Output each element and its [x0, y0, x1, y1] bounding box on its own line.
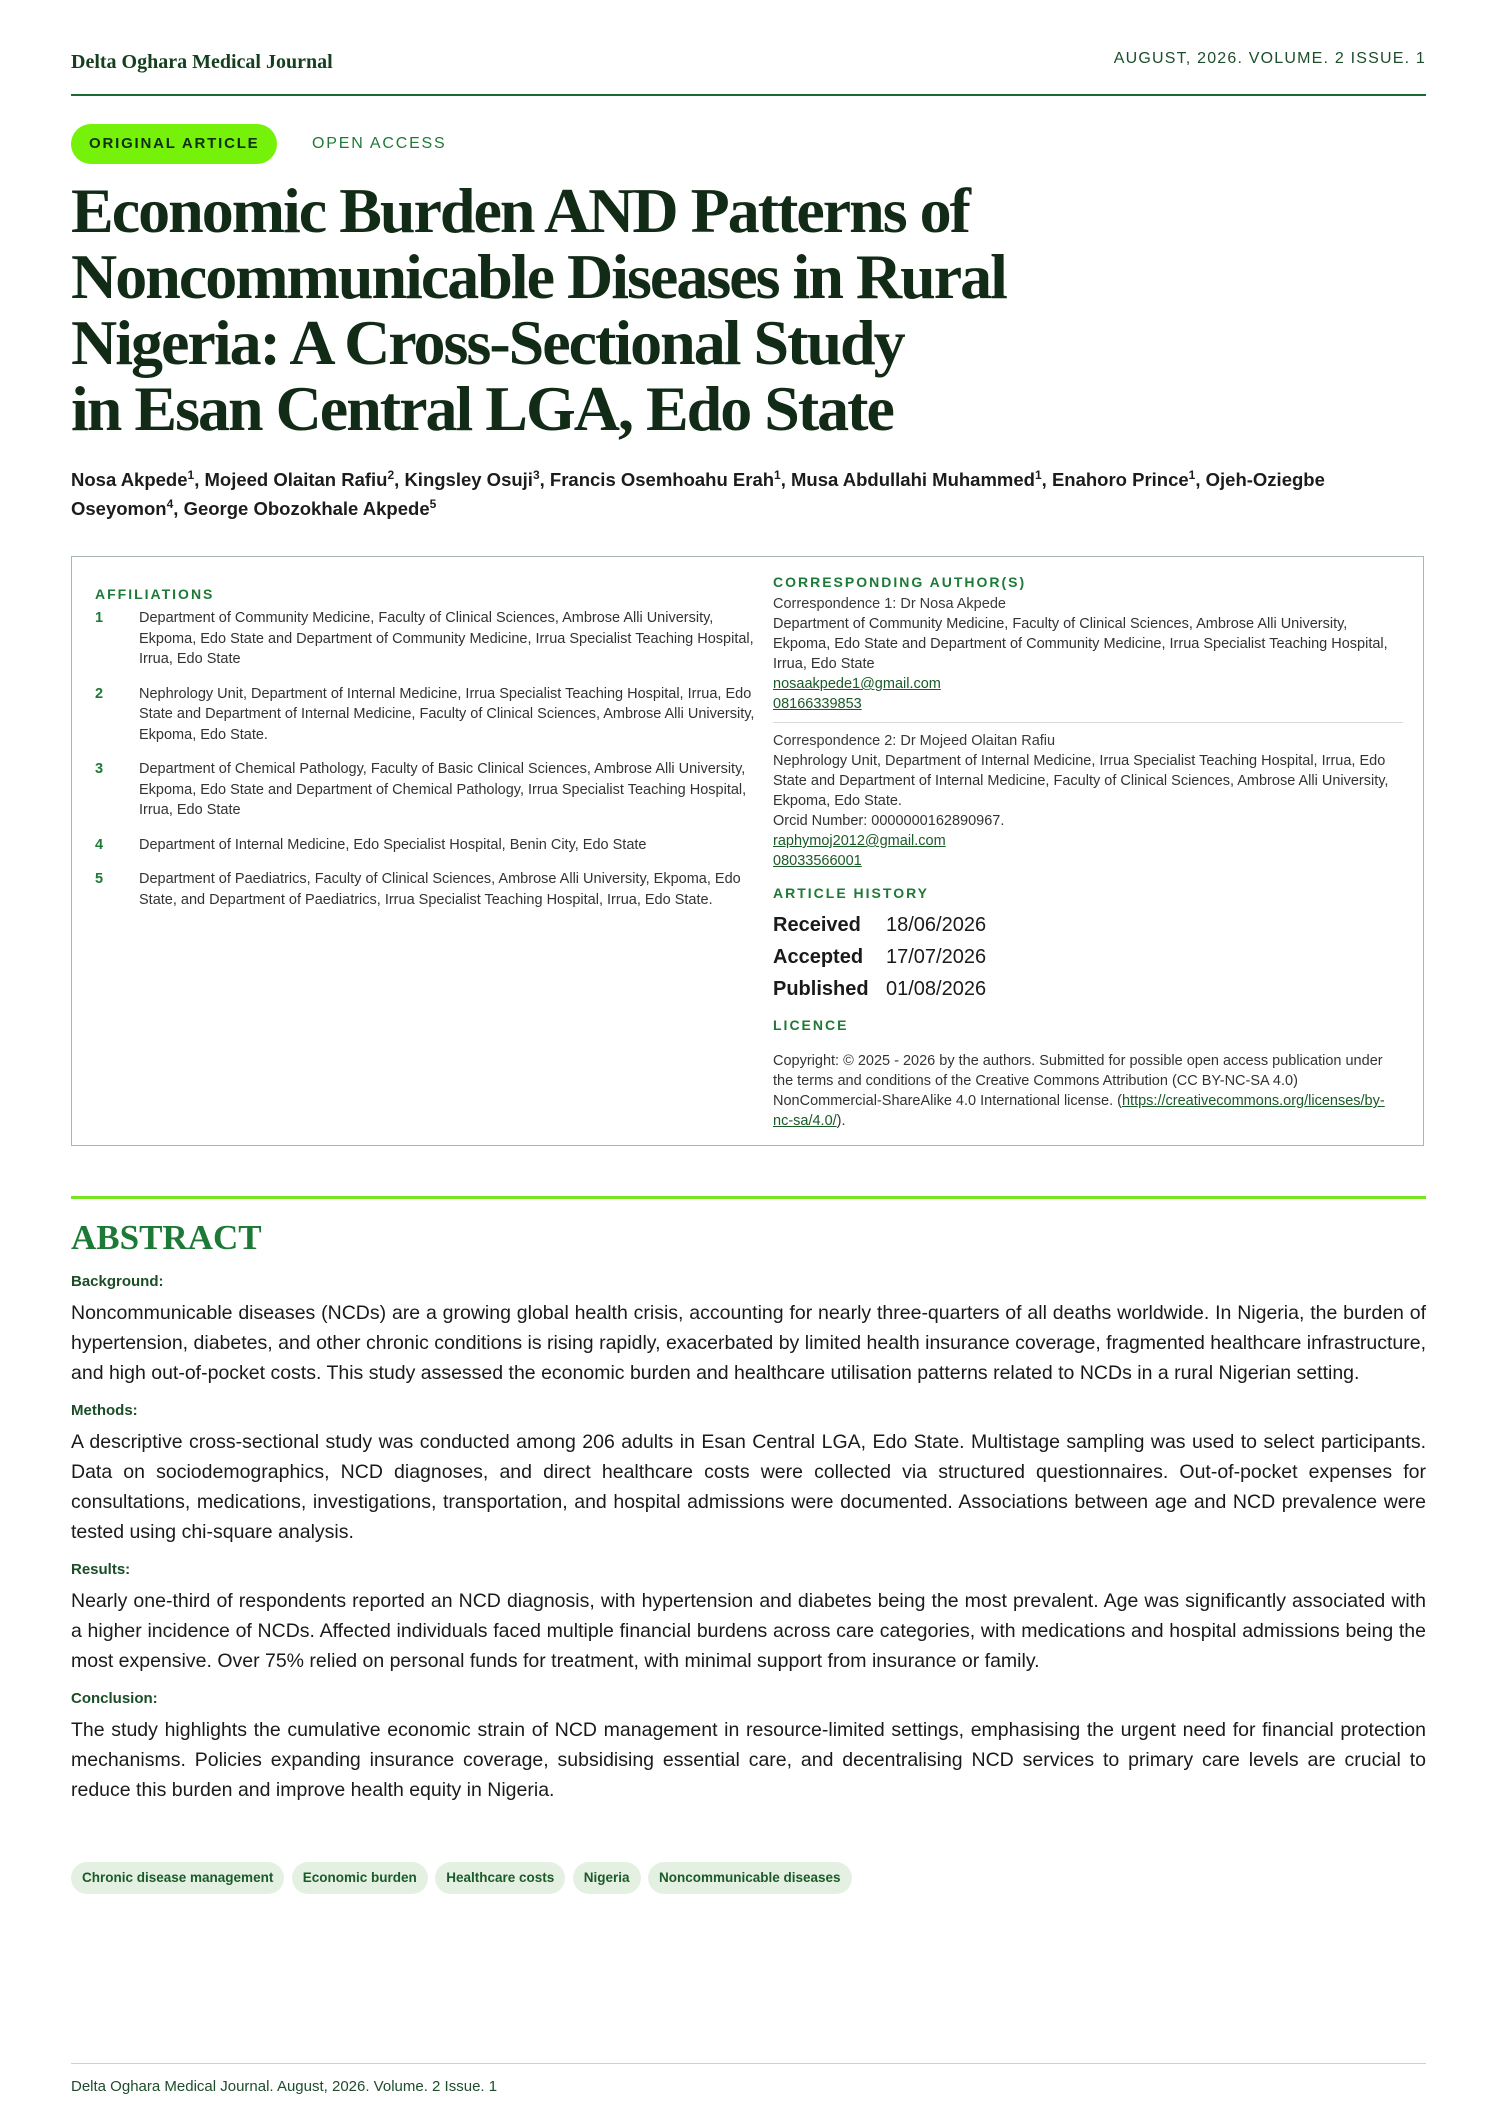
author-affiliation-mark: 1	[1188, 467, 1196, 482]
history-date: 18/06/2026	[886, 914, 987, 936]
keyword-tag[interactable]: Noncommunicable diseases	[648, 1862, 852, 1894]
affiliations-section	[95, 586, 755, 924]
affiliation-number: 1	[95, 610, 104, 626]
affiliations-label: AFFILIATIONS	[95, 586, 215, 602]
affiliation-text: Department of Internal Medicine, Edo Specialist Hospital, Benin City, Edo State	[139, 836, 647, 853]
correspondence-2	[773, 731, 1403, 871]
correspondence-1	[773, 594, 1403, 714]
history-date: 17/07/2026	[886, 946, 987, 968]
author-affiliation-mark: 2	[387, 467, 395, 482]
conclusion-heading: Conclusion:	[71, 1690, 158, 1707]
divider	[773, 722, 1403, 723]
correspondence-department: Nephrology Unit, Department of Internal Medicine, Irrua Specialist Teaching Hospital, Irrua, Edo State and Department of Internal Medicine, Faculty of Clinical Sciences, Ambrose Alli University, Ekpoma, Edo State.	[773, 753, 1389, 809]
author-name: Francis Osemhoahu Erah	[549, 469, 775, 490]
keyword-tag[interactable]: Economic burden	[292, 1862, 428, 1894]
abstract-divider	[71, 1196, 1426, 1199]
keyword-tag[interactable]: Chronic disease management	[71, 1862, 284, 1894]
history-accepted	[773, 941, 1403, 973]
background-text: Noncommunicable diseases (NCDs) are a growing global health crisis, accounting for nearly three-quarters of all deaths worldwide. In Nigeria, the burden of hypertension, diabetes, and other chronic conditions is rising rapidly, exacerbated by limited health insurance coverage, fragmented healthcare infrastructure, and high out-of-pocket costs. This study assessed the economic burden and healthcare utilisation patterns related to NCDs in a rural Nigerian setting.	[71, 1302, 1426, 1384]
email-link[interactable]: raphymoj2012@gmail.com	[773, 833, 946, 849]
affiliation-text: Department of Community Medicine, Faculty of Clinical Sciences, Ambrose Alli University, Ekpoma, Edo State and Department of Community Medicine, Irrua Specialist Teaching Hospital, Irrua, Edo State	[139, 610, 754, 667]
issue-info: AUGUST, 2026. VOLUME. 2 ISSUE. 1	[1113, 50, 1426, 67]
author-name: Kingsley Osuji	[404, 469, 533, 490]
history-published	[773, 973, 1403, 1005]
affiliations-list	[95, 608, 755, 910]
article-history-label: ARTICLE HISTORY	[773, 885, 930, 901]
background-heading: Background:	[71, 1273, 164, 1290]
correspondence-department: Department of Community Medicine, Faculty of Clinical Sciences, Ambrose Alli University, Ekpoma, Edo State and Department of Community Medicine, Irrua Specialist Teaching Hospital, Irrua, Edo State	[773, 616, 1388, 672]
history-date: 01/08/2026	[886, 978, 987, 1000]
abstract-body	[71, 1273, 1426, 1819]
results-heading: Results:	[71, 1561, 131, 1578]
affiliation-text: Department of Chemical Pathology, Faculty of Basic Clinical Sciences, Ambrose Alli University, Ekpoma, Edo State and Department of Chemical Pathology, Irrua Specialist Teaching Hospital, Irrua, Edo State	[139, 761, 747, 818]
affiliation-item	[95, 869, 755, 910]
affiliation-text: Department of Paediatrics, Faculty of Clinical Sciences, Ambrose Alli University, Ekpoma, Edo State, and Department of Paediatrics, Irrua Specialist Teaching Hospital, Irrua, Edo State.	[139, 871, 741, 908]
abstract-heading: ABSTRACT	[71, 1218, 262, 1257]
keyword-tag[interactable]: Healthcare costs	[435, 1862, 565, 1894]
affiliation-number: 5	[95, 871, 104, 887]
affiliation-number: 2	[95, 685, 104, 702]
open-access-label: OPEN ACCESS	[312, 135, 447, 152]
results-text: Nearly one-third of respondents reported an NCD diagnosis, with hypertension and diabetes being the most prevalent. Age was significantly associated with a higher incidence of NCDs. Affected individuals faced multiple financial burdens across care categories, with medications and hospital admissions being the most expensive. Over 75% relied on personal funds for treatment, with minimal support from insurance or family.	[71, 1590, 1426, 1672]
keyword-list	[71, 1862, 855, 1894]
licence-paren-open: (	[1117, 1093, 1122, 1109]
email-link[interactable]: nosaakpede1@gmail.com	[773, 676, 941, 692]
correspondence-heading: Correspondence 2: Dr Mojeed Olaitan Rafiu	[773, 733, 1056, 749]
author-name: Nosa Akpede	[71, 469, 188, 490]
conclusion-text: The study highlights the cumulative economic strain of NCD management in resource-limited settings, emphasising the urgent need for financial protection mechanisms. Policies expanding insurance coverage, subsidising essential care, and decentralising NCD services to primary care levels are crucial to reduce this burden and improve health equity in Nigeria.	[71, 1719, 1426, 1801]
history-received	[773, 909, 1403, 941]
article-type-badge: ORIGINAL ARTICLE	[71, 124, 277, 164]
methods-text: A descriptive cross-sectional study was conducted among 206 adults in Esan Central LGA, Edo State. Multistage sampling was used to select participants. Data on sociodemographics, NCD diagnoses, and direct healthcare costs were collected via structured questionnaires. Out-of-pocket expenses for consultations, medications, investigations, transportation, and hospital admissions were documented. Associations between age and NCD prevalence were tested using chi-square analysis.	[71, 1431, 1426, 1543]
author-affiliation-mark: 5	[429, 496, 437, 511]
affiliation-item	[95, 684, 755, 746]
author-name: Musa Abdullahi Muhammed	[791, 469, 1035, 490]
phone-link[interactable]: 08033566001	[773, 853, 862, 869]
article-title	[71, 175, 1271, 444]
author-name: Ojeh-Oziegbe Oseyomon	[71, 469, 1325, 519]
licence-link[interactable]: https://creativecommons.org/licenses/by-nc-sa/4.0/	[773, 1093, 1385, 1129]
affiliation-item	[95, 608, 755, 670]
licence-text	[773, 1051, 1403, 1131]
history-key: Published	[773, 978, 869, 1000]
title-line: Noncommunicable Diseases in Rural	[71, 241, 1006, 312]
affiliation-text: Nephrology Unit, Department of Internal Medicine, Irrua Specialist Teaching Hospital, Irrua, Edo State and Department of Internal Medicine, Faculty of Clinical Sciences, Ambrose Alli University, Ekpoma, Edo State.	[139, 685, 755, 743]
history-key: Accepted	[773, 946, 864, 968]
phone-link[interactable]: 08166339853	[773, 696, 862, 712]
licence-paren-close: ).	[836, 1113, 846, 1129]
history-key: Received	[773, 914, 861, 936]
page-footer: Delta Oghara Medical Journal. August, 2026. Volume. 2 Issue. 1	[71, 2063, 1426, 2095]
corresponding-section	[773, 574, 1403, 1131]
title-line: in Esan Central LGA, Edo State	[71, 373, 893, 444]
methods-heading: Methods:	[71, 1402, 138, 1419]
affiliation-item	[95, 759, 755, 821]
title-line: Nigeria: A Cross-Sectional Study	[71, 307, 904, 378]
journal-name: Delta Oghara Medical Journal	[71, 51, 333, 73]
licence-statement: Copyright: © 2025 - 2026 by the authors. Submitted for possible open access publication under the terms and conditions of the Creative Commons Attribution (CC BY-NC-SA 4.0) NonCommercial-ShareAlike 4.0 International license.	[773, 1053, 1383, 1109]
orcid-number: Orcid Number: 0000000162890967.	[773, 813, 1005, 829]
author-affiliation-mark: 3	[532, 467, 540, 482]
licence-label: LICENCE	[773, 1017, 849, 1033]
journal-header	[71, 46, 1426, 96]
author-name: Enahoro Prince	[1051, 469, 1189, 490]
affiliation-number: 4	[95, 836, 104, 853]
affiliation-item	[95, 835, 755, 856]
author-name: George Obozokhale Akpede	[183, 498, 430, 519]
correspondence-heading: Correspondence 1: Dr Nosa Akpede	[773, 596, 1006, 612]
author-name: Mojeed Olaitan Rafiu	[204, 469, 388, 490]
author-affiliation-mark: 4	[166, 496, 174, 511]
keyword-tag[interactable]: Nigeria	[573, 1862, 641, 1894]
author-affiliation-mark: 1	[1034, 467, 1042, 482]
author-affiliation-mark: 1	[187, 467, 195, 482]
article-history	[773, 909, 1403, 1005]
corresponding-label: CORRESPONDING AUTHOR(S)	[773, 574, 1027, 590]
title-line: Economic Burden AND Patterns of	[71, 175, 969, 246]
affiliation-number: 3	[95, 761, 104, 777]
article-info-box	[71, 556, 1424, 1146]
author-list: Nosa Akpede$^1$, Mojeed Olaitan Rafiu$^2$, Kingsley Osuji$^3$, Francis Osemhoahu Erah$^1$, Musa Abdullahi Muhammed$^1$, Enahoro Prince$^1$, Ojeh-Oziegbe Oseyomon$^4$, George Obozokhale Akpede$^5$	[71, 467, 1325, 519]
author-affiliation-mark: 1	[774, 467, 781, 482]
